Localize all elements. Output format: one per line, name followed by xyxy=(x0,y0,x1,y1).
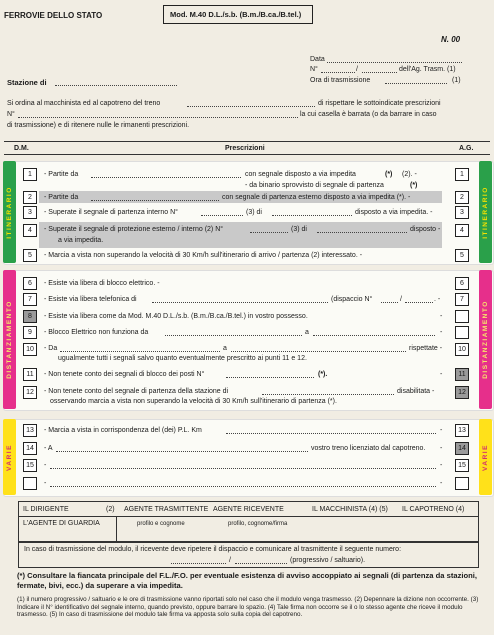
row13-text-a: - Marcia a vista in corrispondenza del (dei) P.L. Km xyxy=(44,427,202,434)
ag-checkbox-10[interactable]: 10 xyxy=(455,343,469,356)
ag-checkbox-7[interactable]: 7 xyxy=(455,293,469,306)
row2-text-a: - Partite da xyxy=(44,194,79,201)
col-ag: A.G. xyxy=(459,145,474,152)
row3-station-field[interactable] xyxy=(272,215,352,216)
row12-station-field[interactable] xyxy=(262,394,394,395)
footnotes: (1) il numero progressivo / saltuario e le ore di trasmissione vanno riportati solo nel caso che il modulo venga trasmesso. (2) Depennare la dizione non occorrente. (3) Indicare il N° identificativo del segnale interno, quando previsto, oppure barrare lo spazio. (4) Tale firma non occorre se il o lo stesso agente che riceve il modulo trasmesso. (5) In caso di trasmissione del modulo tale firma va apposta solo sulla copia del capotreno. xyxy=(17,596,479,619)
row9-from-field[interactable] xyxy=(165,335,302,336)
row1-ref: (2). - xyxy=(402,171,417,178)
row7-time-field[interactable] xyxy=(405,302,433,303)
row10-text-d: ugualmente tutti i segnali salvo quanto eventualmente prescritto ai punti 11 e 12. xyxy=(58,355,307,362)
row14-text-a: - A xyxy=(44,445,53,452)
row4-text-a: - Superate il segnale di protezione esterno / interno (2) N° xyxy=(44,226,224,233)
row7-sep: / xyxy=(400,296,402,303)
row2-text-b: con segnale di partenza esterno disposto a via impedita (*). - xyxy=(222,194,411,201)
intro-line3: di trasmissione) e di ritenere nulle le rimanenti prescrizioni. xyxy=(7,122,190,129)
varie-label-left: VARIE xyxy=(6,443,14,471)
row4-text-b: (3) di xyxy=(291,226,307,233)
transmission-salt-field[interactable] xyxy=(235,563,287,564)
row16-text-a: - xyxy=(44,480,47,487)
ag-checkbox-15[interactable]: 15 xyxy=(455,459,469,472)
transmission-sep: / xyxy=(229,557,231,564)
dm-checkbox-14[interactable]: 14 xyxy=(23,442,37,455)
dm-checkbox-1[interactable]: 1 xyxy=(23,168,37,181)
ag-checkbox-11[interactable]: 11 xyxy=(455,368,469,381)
row5-text: - Marcia a vista non superando la velocità di 30 Km/h sull'itinerario di arrivo / partenza (2) interessato. - xyxy=(44,252,363,259)
column-header-row xyxy=(4,141,490,155)
row10-text-c: rispettate - xyxy=(409,345,443,352)
row15-end: - xyxy=(440,462,443,469)
row14-station-field[interactable] xyxy=(56,451,308,452)
row16-end: - xyxy=(440,480,443,487)
dm-checkbox-5[interactable]: 5 xyxy=(23,249,37,262)
dm-checkbox-9[interactable]: 9 xyxy=(23,326,37,339)
sig-agente-ric: AGENTE RICEVENTE xyxy=(213,506,284,513)
n-label: N° xyxy=(310,66,318,73)
dm-checkbox-13[interactable]: 13 xyxy=(23,424,37,437)
ag-checkbox-8[interactable] xyxy=(455,310,469,323)
row10-text-b: a xyxy=(223,345,227,352)
row1-text-e: - da binario sprovvisto di segnale di partenza xyxy=(245,182,384,189)
row14-text-b: vostro treno licenziato dal capotreno. xyxy=(311,445,426,452)
intro-line2-a: N° xyxy=(7,111,15,118)
ora-label: Ora di trasmissione xyxy=(310,77,371,84)
row3-text-b: (3) di xyxy=(246,209,262,216)
row7-dispaccio-field[interactable] xyxy=(381,302,398,303)
row9-text-b: a xyxy=(305,329,309,336)
data-label: Data xyxy=(310,56,325,63)
ag-checkbox-14[interactable]: 14 xyxy=(455,442,469,455)
dm-checkbox-8[interactable]: 8 xyxy=(23,310,37,323)
col-prescrizioni: Prescrizioni xyxy=(225,145,265,152)
data-field[interactable] xyxy=(327,62,462,63)
row13-km-field[interactable] xyxy=(226,433,436,434)
row10-from-field[interactable] xyxy=(60,351,220,352)
dm-checkbox-12[interactable]: 12 xyxy=(23,386,37,399)
row9-text-a: - Blocco Elettrico non funziona da xyxy=(44,329,149,336)
row1-text-b: con segnale disposto a via impedita xyxy=(245,171,356,178)
row11-star: (*). xyxy=(318,371,328,378)
row7-station-field[interactable] xyxy=(152,302,328,303)
form-number: N. 00 xyxy=(441,35,461,44)
ag-checkbox-5[interactable]: 5 xyxy=(455,249,469,262)
signature-box xyxy=(18,501,479,543)
ag-checkbox-6[interactable]: 6 xyxy=(455,277,469,290)
sig-ref: (2) xyxy=(106,506,115,513)
row11-posts-field[interactable] xyxy=(226,377,314,378)
row3-signal-field[interactable] xyxy=(201,215,243,216)
sig-agente-trasm: AGENTE TRASMITTENTE xyxy=(124,506,209,513)
distanziamento-label-left: DISTANZIAMENTO xyxy=(6,300,14,379)
sig-macchinista: IL MACCHINISTA (4) (5) xyxy=(312,506,388,513)
row10-text-a: - Da xyxy=(44,345,58,352)
prescrizioni-n-field[interactable] xyxy=(18,117,298,118)
model-code: Mod. M.40 D.L./s.b. (B.m./B.ca./B.tel.) xyxy=(170,10,302,19)
row12-text-a: - Non tenete conto del segnale di partenza della stazione di xyxy=(44,388,229,395)
dm-checkbox-16[interactable] xyxy=(23,477,37,490)
sig-dirigente: IL DIRIGENTE xyxy=(23,506,69,513)
row15-text-a: - xyxy=(44,462,47,469)
row9-to-field[interactable] xyxy=(313,335,435,336)
ag-checkbox-4[interactable]: 4 xyxy=(455,224,469,237)
row2-station-field[interactable] xyxy=(91,200,219,201)
intro-line2-b: la cui casella è barrata (o da barrare in caso xyxy=(300,111,437,118)
row1-star2: (*) xyxy=(410,182,418,189)
row6-text: - Esiste via libera di blocco elettrico. - xyxy=(44,280,160,287)
ag-checkbox-3[interactable]: 3 xyxy=(455,206,469,219)
row10-to-field[interactable] xyxy=(231,351,406,352)
model-box xyxy=(163,5,313,24)
ag-checkbox-16[interactable] xyxy=(455,477,469,490)
row11-text-a: - Non tenete conto dei segnali di blocco dei posti N° xyxy=(44,371,205,378)
stazione-field[interactable] xyxy=(55,85,177,86)
sig-profilo-firma: profilo, cognome/firma xyxy=(228,521,288,527)
row3-text-c: disposto a via impedita. - xyxy=(355,209,433,216)
stazione-label: Stazione di xyxy=(7,78,47,87)
dm-checkbox-3[interactable]: 3 xyxy=(23,206,37,219)
dm-checkbox-4[interactable]: 4 xyxy=(23,224,37,237)
ag-checkbox-2[interactable]: 2 xyxy=(455,191,469,204)
row12-text-b: disabilitata - xyxy=(397,388,435,395)
transmission-line2-tail: (progressivo / saltuario). xyxy=(290,557,366,564)
dm-checkbox-7[interactable]: 7 xyxy=(23,293,37,306)
transmission-line1: In caso di trasmissione del modulo, il ricevente deve ripetere il dispaccio e comunicare al trasmittente il seguente numero: xyxy=(24,546,402,553)
transmission-box xyxy=(18,541,479,568)
ora-ref: (1) xyxy=(452,77,461,84)
sig-agente-guardia: L'AGENTE DI GUARDIA xyxy=(23,520,100,527)
row4-signal-field[interactable] xyxy=(250,232,288,233)
row12-text-c: osservando marcia a vista non superando la velocità di 30 Km/h sull'itinerario di partenza (*). xyxy=(50,398,337,405)
transmission-prog-field[interactable] xyxy=(171,563,226,564)
intro-line1-a: Si ordina al macchinista ed al capotreno del treno xyxy=(7,100,161,107)
ag-trasm-label: dell'Ag. Trasm. (1) xyxy=(399,66,456,73)
varie-label-right: VARIE xyxy=(482,443,490,471)
dm-checkbox-11[interactable]: 11 xyxy=(23,368,37,381)
row16-field[interactable] xyxy=(50,486,436,487)
ag-checkbox-12[interactable]: 12 xyxy=(455,386,469,399)
row9-end: - xyxy=(440,329,443,336)
col-dm: D.M. xyxy=(14,145,29,152)
row4-text-d: a via impedita. xyxy=(58,237,104,244)
dm-checkbox-2[interactable]: 2 xyxy=(23,191,37,204)
row1-text-a: - Partite da xyxy=(44,171,79,178)
intro-line1-b: di rispettare le sottoindicate prescrizioni xyxy=(318,100,441,107)
row14-end: - xyxy=(440,445,443,452)
dm-checkbox-10[interactable]: 10 xyxy=(23,343,37,356)
row4-station-field[interactable] xyxy=(317,232,407,233)
row13-end: - xyxy=(440,427,443,434)
ag-checkbox-9[interactable] xyxy=(455,326,469,339)
row7-text-a: - Esiste via libera telefonica di xyxy=(44,296,137,303)
ag-checkbox-13[interactable]: 13 xyxy=(455,424,469,437)
row8-text: - Esiste via libera come da Mod. M.40 D.L./s.b. (B.m./B.ca./B.tel.) in vostro possesso. xyxy=(44,313,308,320)
row1-star: (*) xyxy=(385,171,393,178)
ag-checkbox-1[interactable]: 1 xyxy=(455,168,469,181)
org-name: FERROVIE DELLO STATO xyxy=(4,11,103,20)
row7-text-b: (dispaccio N° xyxy=(331,296,373,303)
row11-end: - xyxy=(440,371,443,378)
itinerario-label-left: ITINERARIO xyxy=(6,185,13,239)
row8-end: - xyxy=(440,313,443,320)
row3-text-a: - Superate il segnale di partenza interno N° xyxy=(44,209,178,216)
dm-checkbox-15[interactable]: 15 xyxy=(23,459,37,472)
row7-end: . - xyxy=(434,296,441,303)
distanziamento-label-right: DISTANZIAMENTO xyxy=(482,300,490,379)
note-star: (*) Consultare la fiancata principale del F.L./F.O. per eventuale esistenza di avviso accoppiato ai segnali (di partenza da stazioni, fermate, bivi, ecc.) da superare a via impedita. xyxy=(17,571,477,590)
dm-checkbox-6[interactable]: 6 xyxy=(23,277,37,290)
n-progressive-field[interactable] xyxy=(321,72,355,73)
row15-field[interactable] xyxy=(50,468,436,469)
sig-profilo: profilo e cognome xyxy=(137,521,185,527)
ora-field[interactable] xyxy=(385,83,447,84)
treno-field[interactable] xyxy=(187,106,315,107)
row1-station-field[interactable] xyxy=(91,177,241,178)
n-saltuario-field[interactable] xyxy=(362,72,397,73)
sig-capotreno: IL CAPOTRENO (4) xyxy=(402,506,465,513)
row4-text-c: disposto - xyxy=(410,226,441,233)
itinerario-label-right: ITINERARIO xyxy=(482,185,489,239)
